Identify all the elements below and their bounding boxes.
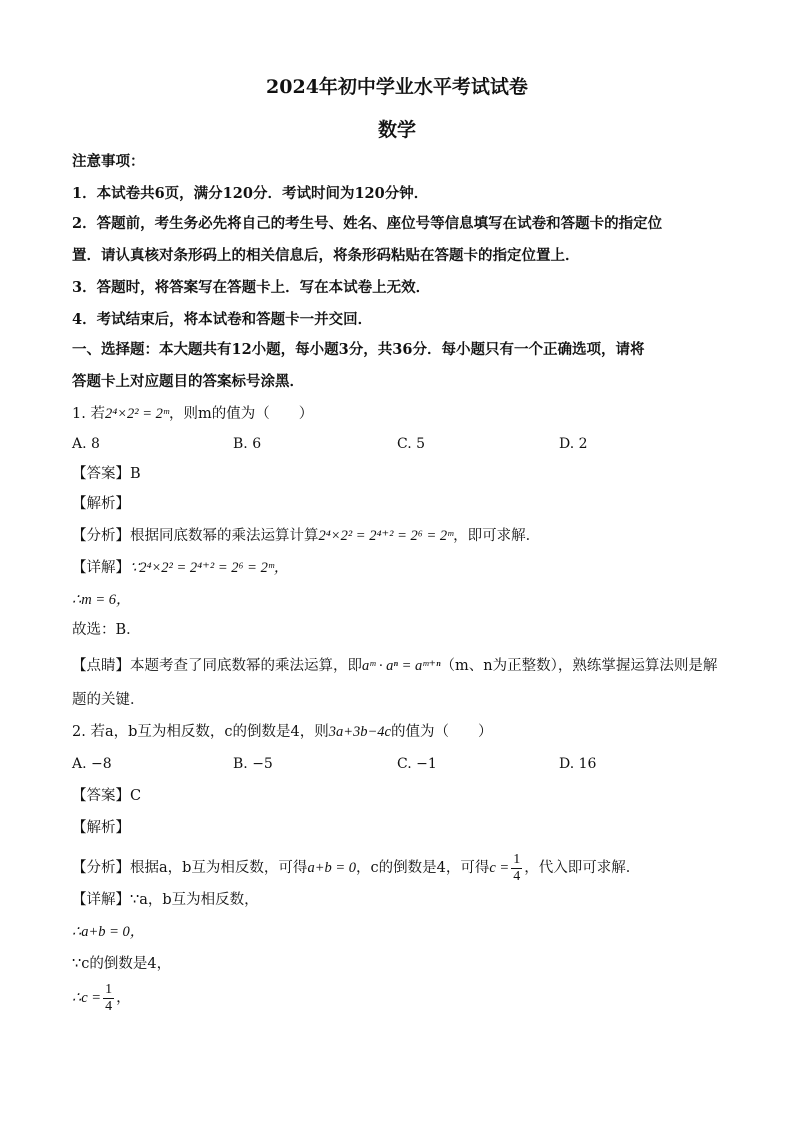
q2-fenxi [72, 848, 732, 888]
q2-fenxi-frac-den: 4 [513, 868, 521, 884]
q2-step3-fraction [103, 982, 114, 1015]
q2-stem-suffix: 的值为（ ） [390, 724, 493, 740]
q2-answer-value: C [130, 788, 142, 804]
q1-dianjing-tag: 【点睛】 [72, 658, 130, 674]
q1-stem-prefix: 1. 若 [72, 406, 105, 422]
q1-options [72, 434, 732, 454]
q1-dianjing-text: 本题考查了同底数幂的乘法运算，即 [130, 658, 362, 674]
q1-answer-tag: 【答案】 [72, 466, 130, 482]
q2-fenxi-suffix: ，代入即可求解． [524, 860, 641, 876]
section-heading-line1: 一、选择题：本大题共有12小题，每小题3分，共36分．每小题只有一个正确选项，请将 [72, 341, 645, 358]
q2-option-a: A. −8 [72, 756, 112, 772]
q1-fenxi-math: 2⁴×2² = 2⁴⁺² = 2⁶ = 2ᵐ [318, 528, 454, 544]
q2-fenxi-mid: ，c的倒数是4，可得 [356, 860, 490, 876]
exam-subject: 数学 [377, 119, 416, 141]
q1-option-d: D. 2 [559, 436, 588, 452]
notice-item-2: 2．答题前，考生务必先将自己的考生号、姓名、座位号等信息填写在试卷和答题卡的指定位 [72, 215, 663, 232]
notice-item-3: 3．答题时，将答案写在答题卡上．写在本试卷上无效． [72, 279, 431, 296]
q1-fenxi [72, 526, 732, 546]
q1-stem-math: 2⁴×2² = 2ᵐ [104, 406, 169, 422]
q1-fenxi-text: 根据同底数幂的乘法运算计算 [130, 528, 319, 544]
q1-option-c: C. 5 [397, 436, 426, 452]
q2-step3-frac-num: 1 [105, 981, 113, 997]
q2-xiangjie-tag: 【详解】 [72, 892, 130, 908]
q2-analysis-label: 【解析】 [72, 820, 130, 836]
q2-step3-suffix: ， [116, 990, 131, 1006]
q1-fenxi-tag: 【分析】 [72, 528, 130, 544]
q2-options [72, 754, 732, 774]
q2-answer [72, 786, 732, 806]
q2-fenxi-fraction [511, 852, 522, 885]
q2-xiangjie [72, 890, 732, 910]
q2-fenxi-tag: 【分析】 [72, 860, 130, 876]
q2-option-d: D. 16 [559, 756, 597, 772]
q2-answer-tag: 【答案】 [72, 788, 130, 804]
q1-analysis-tag [72, 494, 732, 514]
q2-xiangjie-text: ∵a，b互为相反数， [130, 892, 259, 908]
q1-answer-value: B [130, 466, 141, 482]
q2-fenxi-text: 根据a，b互为相反数，可得 [130, 860, 308, 876]
notice-item-2-cont: 置．请认真核对条形码上的相关信息后，将条形码粘贴在答题卡的指定位置上． [72, 247, 580, 264]
q1-xiangjie [72, 558, 732, 578]
q2-stem-math: 3a+3b−4c [328, 724, 391, 740]
section-heading-line2: 答题卡上对应题目的答案标号涂黑． [72, 373, 304, 390]
q1-answer [72, 464, 732, 484]
q1-xiangjie-math: ∵2⁴×2² = 2⁴⁺² = 2⁶ = 2ᵐ， [130, 560, 289, 576]
notice-item-4: 4．考试结束后，将本试卷和答题卡一并交回． [72, 311, 373, 328]
q1-analysis-label: 【解析】 [72, 496, 130, 512]
q1-dianjing-suffix: （m、n为正整数），熟练掌握运算法则是解 [440, 658, 718, 674]
q1-option-b: B. 6 [233, 436, 262, 452]
q2-option-b: B. −5 [233, 756, 273, 772]
q2-step2: ∵c的倒数是4， [72, 956, 172, 972]
q1-dianjing-math: aᵐ · aⁿ = aᵐ⁺ⁿ [362, 658, 441, 674]
q1-dianjing [72, 656, 732, 676]
q1-dianjing-line2: 题的关键． [72, 692, 145, 708]
q2-fenxi-c: c = [489, 860, 510, 876]
q2-stem [72, 722, 732, 742]
q2-step3-prefix: ∴c = [72, 990, 102, 1006]
q2-step3-frac-den: 4 [105, 998, 113, 1014]
q1-xiangjie-tag: 【详解】 [72, 560, 130, 576]
q2-fenxi-frac-num: 1 [513, 851, 521, 867]
q2-step3 [72, 978, 732, 1018]
q1-option-a: A. 8 [72, 436, 100, 452]
q2-fenxi-math: a+b = 0 [307, 860, 357, 876]
q2-step1: ∴a+b = 0， [72, 924, 145, 940]
q2-stem-prefix: 2. 若a，b互为相反数，c的倒数是4，则 [72, 724, 329, 740]
q2-analysis-tag [72, 818, 732, 838]
notice-heading: 注意事项： [72, 153, 145, 170]
q1-stem [72, 404, 732, 424]
q1-choice: 故选：B． [72, 622, 141, 638]
q2-option-c: C. −1 [397, 756, 437, 772]
exam-title: 2024年初中学业水平考试试卷 [266, 76, 528, 98]
q1-fenxi-suffix: ，即可求解． [453, 528, 541, 544]
notice-item-1: 1．本试卷共6页，满分120分．考试时间为120分钟． [72, 185, 429, 202]
q1-step2: ∴m = 6， [72, 592, 131, 608]
q1-stem-suffix: ，则m的值为（ ） [168, 406, 314, 422]
